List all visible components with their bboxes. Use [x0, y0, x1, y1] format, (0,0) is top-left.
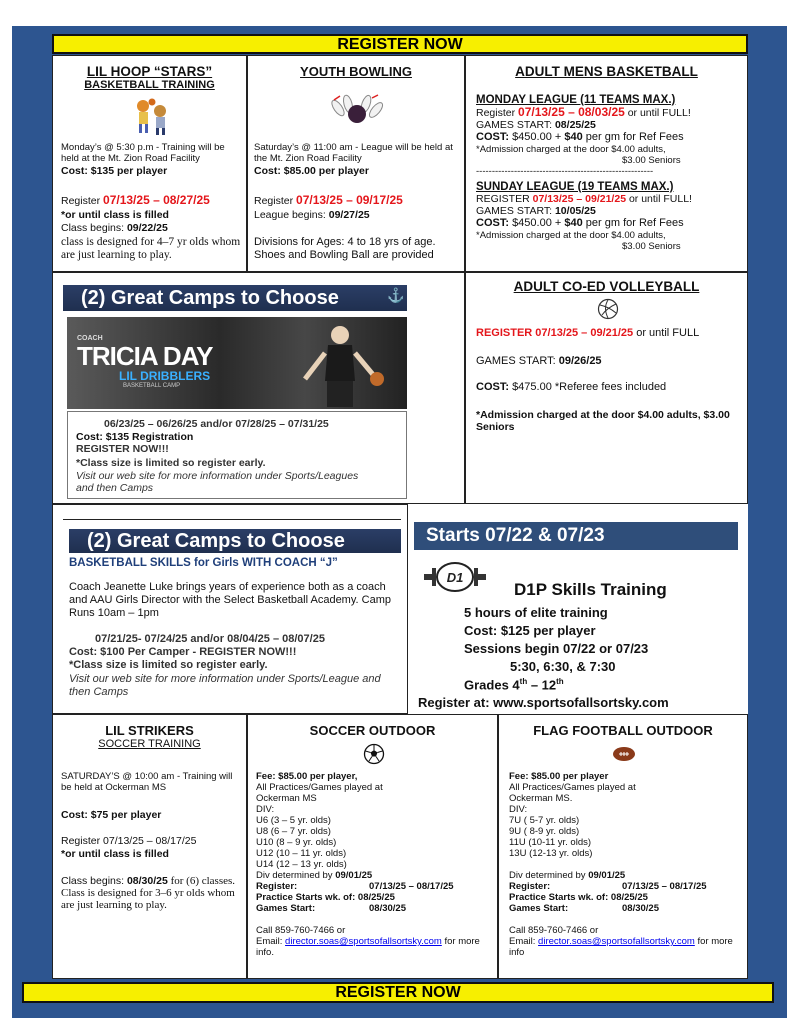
- register-dates: 07/13/25 – 09/17/25: [296, 193, 403, 207]
- games-date: 10/05/25: [554, 205, 596, 217]
- camp-coach-j-panel: [52, 504, 408, 714]
- games-value: 08/30/25: [369, 903, 406, 914]
- camp1-header-text: (2) Great Camps to Choose: [81, 287, 339, 309]
- sunday-admission: *Admission charged at the door $4.00 adults,: [476, 230, 666, 241]
- lil-hoop-description: class is designed for 4–7 yr olds whom are just learning to play.: [61, 236, 241, 261]
- photo-program: LIL DRIBBLERS: [119, 369, 211, 383]
- lil-strikers-schedule: SATURDAY’S @ 10:00 am - Training will be held at Ockerman MS: [61, 771, 233, 793]
- sunday-seniors: $3.00 Seniors: [622, 241, 681, 252]
- d1p-register: Register at: www.sportsofallsortsky.com: [418, 695, 669, 710]
- lil-hoop-until: *or until class is filled: [61, 209, 169, 221]
- photo-camp: BASKETBALL CAMP: [123, 383, 181, 389]
- camp2-dates: 07/21/25- 07/24/25 and/or 08/04/25 – 08/07/25: [95, 633, 325, 645]
- register-dates: 07/13/25 – 08/03/25: [518, 105, 625, 119]
- cost-value: $450.00 +: [512, 217, 565, 229]
- soccer-email-link[interactable]: director.soas@sportsofallsortsky.com: [285, 936, 442, 947]
- d1p-grades: [464, 677, 564, 692]
- lil-hoop-title: LIL HOOP “STARS”: [86, 64, 213, 79]
- register-label: REGISTER: [476, 193, 530, 205]
- flag-division: 7U ( 5-7 yr. olds): [509, 815, 580, 826]
- soccer-division: U6 (3 – 5 yr. olds): [256, 815, 331, 826]
- volleyball-register: [476, 327, 699, 340]
- youth-bowling-divisions: Divisions for Ages: 4 to 18 yrs of age. Shoes and Bowling Ball are provided: [254, 236, 436, 261]
- youth-bowling-cost: Cost: $85.00 per player: [254, 165, 369, 177]
- ref-amount: $40: [564, 217, 583, 229]
- lil-hoop-schedule: Monday’s @ 5:30 p.m - Training will be held at the Mt. Zion Road Facility: [61, 142, 225, 164]
- cost-label: COST:: [476, 381, 509, 393]
- lil-strikers-cost: Cost: $75 per player: [61, 809, 162, 821]
- div-det-label: Div determined by: [256, 870, 333, 881]
- flag-title: FLAG FOOTBALL OUTDOOR: [533, 723, 713, 738]
- photo-coach: COACH: [77, 335, 103, 342]
- d1p-header: [414, 522, 738, 550]
- lil-strikers-subtitle: SOCCER TRAINING: [98, 738, 201, 750]
- volleyball-admission: *Admission charged at the door $4.00 adults, $3.00 Seniors: [476, 409, 730, 433]
- games-label: GAMES START:: [476, 119, 553, 131]
- register-label: Register: [254, 195, 294, 207]
- lil-strikers-until: *or until class is filled: [61, 848, 169, 860]
- class-begins-date: 08/30/25: [126, 875, 168, 887]
- cost-value: $450.00 +: [512, 131, 565, 143]
- register-label: Register: [476, 107, 516, 119]
- grades-a: Grades 4: [464, 677, 520, 693]
- adult-mens-title: ADULT MENS BASKETBALL: [515, 64, 698, 79]
- register-dates: 07/13/25 – 08/27/25: [103, 193, 210, 207]
- class-begins-date: 09/22/25: [126, 222, 168, 234]
- monday-heading: MONDAY LEAGUE (11 TEAMS MAX.): [476, 94, 676, 106]
- camp2-rule: [63, 519, 401, 520]
- camp1-register: REGISTER NOW!!!: [76, 443, 169, 455]
- flag-details: [509, 771, 745, 958]
- youth-bowling-register: [254, 194, 403, 207]
- register-value: 07/13/25 – 08/17/25: [369, 881, 454, 892]
- camp1-dates: 06/23/25 – 06/26/25 and/or 07/28/25 – 07/31/25: [104, 418, 329, 430]
- volleyball-cost: [476, 381, 666, 394]
- games-label: GAMES START:: [476, 355, 556, 367]
- register-value: 07/13/25 – 08/17/25: [622, 881, 707, 892]
- register-now-banner-bottom: REGISTER NOW: [22, 982, 774, 1003]
- lil-hoop-class-begins: [61, 222, 168, 234]
- class-begins-label: Class begins:: [61, 222, 125, 234]
- d1p-sessions: Sessions begin 07/22 or 07/23: [464, 641, 649, 656]
- lil-hoop-panel: [52, 55, 247, 272]
- register-label: Register:: [509, 881, 551, 892]
- sunday-heading: SUNDAY LEAGUE (19 TEAMS MAX.): [476, 181, 674, 193]
- soccer-practices: All Practices/Games played at Ockerman MS: [256, 782, 383, 804]
- youth-bowling-title: YOUTH BOWLING: [300, 64, 412, 79]
- d1p-logo-text: D1: [446, 570, 464, 585]
- ref-text: per gm for Ref Fees: [582, 131, 684, 143]
- games-label: Games Start:: [256, 903, 316, 914]
- bowling-icon: [326, 92, 388, 126]
- games-label: GAMES START:: [476, 205, 553, 217]
- lil-hoop-subtitle: BASKETBALL TRAINING: [84, 79, 215, 91]
- d1p-cost: Cost: $125 per player: [464, 623, 596, 638]
- soccer-div-label: DIV:: [256, 804, 275, 815]
- lil-strikers-register: Register 07/13/25 – 08/17/25: [61, 835, 197, 847]
- register-now-banner-top: REGISTER NOW: [52, 34, 748, 54]
- d1p-times: 5:30, 6:30, & 7:30: [510, 659, 616, 674]
- lil-hoop-cost: Cost: $135 per player: [61, 165, 168, 177]
- volleyball-title: ADULT CO-ED VOLLEYBALL: [513, 279, 700, 294]
- league-begins-date: 09/27/25: [328, 209, 370, 221]
- lil-strikers-panel: [52, 714, 247, 979]
- soccer-division: U12 (10 – 11 yr. olds): [256, 848, 347, 859]
- camp-tricia-panel: [52, 272, 465, 504]
- football-icon: [611, 745, 637, 763]
- camp2-subheader: BASKETBALL SKILLS for Girls WITH COACH “J”: [69, 557, 338, 569]
- soccer-title: SOCCER OUTDOOR: [309, 723, 436, 738]
- until-full: or until FULL!: [627, 107, 691, 119]
- grades-b: – 12: [527, 677, 557, 693]
- monday-admission: *Admission charged at the door $4.00 adults,: [476, 144, 666, 155]
- d1p-header-text: Starts 07/22 & 07/23: [426, 525, 605, 546]
- volleyball-panel: [465, 272, 748, 504]
- more-info: for more info: [509, 936, 733, 958]
- register-label: Register:: [256, 881, 298, 892]
- volleyball-games: [476, 355, 602, 368]
- league-begins-label: League begins:: [254, 209, 326, 221]
- cost-text: Cost: $135 Registration: [76, 431, 194, 443]
- class-begins-label: Class begins:: [61, 875, 125, 887]
- soccer-division: U8 (6 – 7 yr. olds): [256, 826, 331, 837]
- register-dates: 07/13/25 – 09/21/25: [532, 193, 627, 205]
- monday-league: [476, 94, 742, 252]
- div-det-label: Div determined by: [509, 870, 586, 881]
- photo-name: TRICIA DAY: [77, 341, 213, 371]
- flag-fee: Fee: $85.00 per player: [509, 771, 609, 782]
- basketball-kids-icon: [133, 98, 173, 136]
- practice-label: Practice Starts wk. of:: [509, 892, 609, 903]
- soccer-details: [256, 771, 494, 958]
- div-det-date: 09/01/25: [588, 870, 626, 881]
- lil-strikers-title: LIL STRIKERS: [105, 723, 194, 738]
- flag-call: Call 859-760-7466 or: [509, 925, 599, 936]
- camp2-header-text: (2) Great Camps to Choose: [87, 530, 345, 552]
- email-label: Email:: [509, 936, 539, 947]
- soccer-division: U14 (12 – 13 yr. olds): [256, 859, 347, 870]
- flag-division: 11U (10-11 yr. olds): [509, 837, 592, 848]
- flag-football-panel: [498, 714, 748, 979]
- ref-amount: $40: [564, 131, 583, 143]
- camp2-cost: Cost: $100 Per Camper - REGISTER NOW!!!: [69, 646, 297, 658]
- separator: --------------------------------------------------------: [476, 166, 654, 177]
- more-info: for more info.: [256, 936, 480, 958]
- camp2-header: [69, 529, 401, 553]
- camp1-info-box: [67, 411, 407, 499]
- lil-strikers-class: [61, 875, 241, 911]
- soccer-panel: [247, 714, 498, 979]
- tricia-day-photo: [67, 317, 407, 409]
- cost-label: COST:: [476, 131, 509, 143]
- youth-bowling-league-begins: [254, 209, 370, 221]
- cost-value: $475.00 *Referee fees included: [512, 381, 667, 393]
- soccer-division: U10 (8 – 9 yr. olds): [256, 837, 337, 848]
- practice-value: 08/25/25: [610, 892, 648, 903]
- player-figure-icon: [295, 321, 385, 409]
- d1p-title: D1P Skills Training: [514, 580, 667, 599]
- adult-mens-basketball-panel: [465, 55, 748, 272]
- camp1-visit: Visit our web site for more information under Sports/Leagues and then Camps: [76, 470, 359, 494]
- d1p-panel: [408, 504, 748, 714]
- flag-division: 9U ( 8-9 yr. olds): [509, 826, 580, 837]
- flag-div-label: DIV:: [509, 804, 528, 815]
- grades-sup1: th: [519, 677, 528, 686]
- camp1-header: [63, 285, 407, 311]
- practice-label: Practice Starts wk. of:: [256, 892, 356, 903]
- anchor-icon: ⚓: [387, 287, 405, 303]
- youth-bowling-schedule: Saturday’s @ 11:00 am - League will be held at the Mt. Zion Road Facility: [254, 142, 453, 164]
- flag-practices: All Practices/Games played at Ockerman MS.: [509, 782, 636, 804]
- class-rest: for (6) classes. Class is designed for 3–6 yr olds whom are just learning to play.: [61, 875, 236, 911]
- volleyball-icon: [597, 298, 619, 320]
- cost-label: COST:: [476, 217, 509, 229]
- ref-text: per gm for Ref Fees: [582, 217, 684, 229]
- youth-bowling-panel: [247, 55, 465, 272]
- d1p-logo-icon: [422, 558, 488, 596]
- soccer-ball-icon: [363, 743, 385, 765]
- lil-hoop-register: [61, 194, 210, 207]
- soccer-call: Call 859-760-7466 or: [256, 925, 346, 936]
- flag-division: 13U (12-13 yr. olds): [509, 848, 593, 859]
- email-label: Email:: [256, 936, 286, 947]
- until-full: or until FULL!: [628, 193, 692, 205]
- monday-seniors: $3.00 Seniors: [622, 155, 681, 166]
- games-value: 08/30/25: [622, 903, 659, 914]
- d1p-hours: 5 hours of elite training: [464, 605, 608, 620]
- div-det-date: 09/01/25: [335, 870, 373, 881]
- camp1-limited: *Class size is limited so register early.: [76, 457, 266, 469]
- camp2-description: Coach Jeanette Luke brings years of experience both as a coach and AAU Girls Director with the Select Basketball Academy. Camp Runs 10am – 1pm: [69, 581, 391, 619]
- camp2-visit: Visit our web site for more information under Sports/League and then Camps: [69, 673, 381, 698]
- games-date: 08/25/25: [554, 119, 596, 131]
- camp1-cost: [76, 431, 193, 443]
- register-dates: REGISTER 07/13/25 – 09/21/25: [476, 327, 634, 339]
- games-date: 09/26/25: [558, 355, 602, 367]
- games-label: Games Start:: [509, 903, 569, 914]
- camp2-limited: *Class size is limited so register early.: [69, 659, 268, 671]
- practice-value: 08/25/25: [357, 892, 395, 903]
- until-full: or until FULL: [633, 327, 700, 339]
- soccer-fee: Fee: $85.00 per player,: [256, 771, 358, 782]
- flag-email-link[interactable]: director.soas@sportsofallsortsky.com: [538, 936, 695, 947]
- grades-sup2: th: [556, 677, 564, 686]
- register-label: Register: [61, 195, 101, 207]
